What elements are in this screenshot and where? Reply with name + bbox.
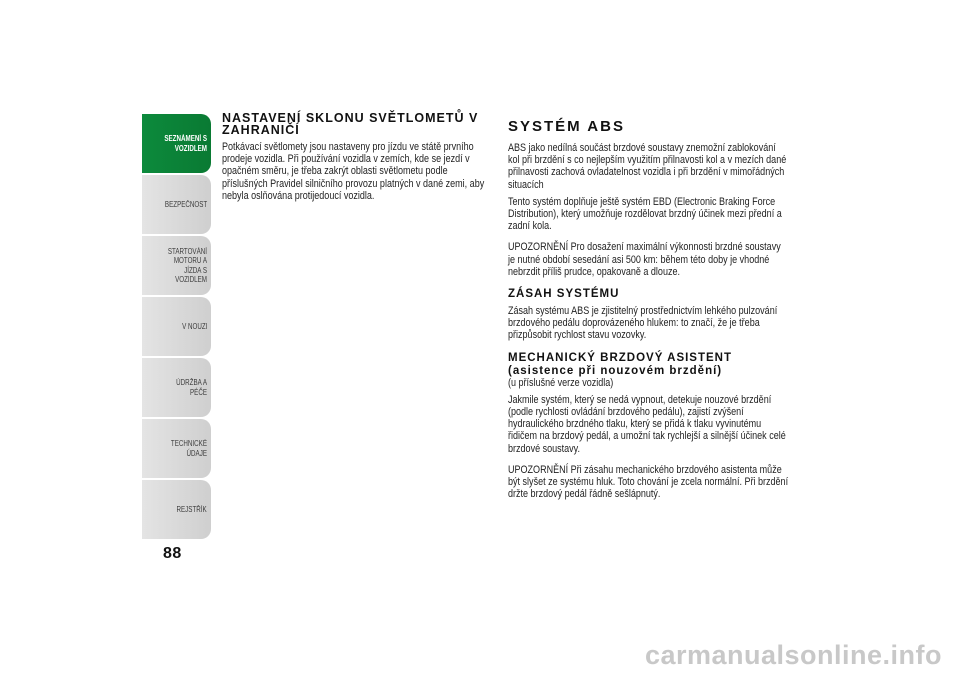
- section-heading-abs: SYSTÉM ABS: [508, 118, 625, 135]
- tab-label: BEZPEČNOST: [164, 199, 207, 209]
- tab-bezpecnost[interactable]: [142, 175, 211, 234]
- subheading-brake-assist-paren: (asistence při nouzovém brzdění): [508, 364, 723, 377]
- tab-label: V NOUZI: [181, 321, 207, 331]
- tab-label: TECHNICKÉ ÚDAJE: [170, 439, 207, 458]
- version-note: (u příslušné verze vozidla): [508, 376, 614, 389]
- tab-label: REJSTŘÍK: [176, 504, 207, 514]
- right-column: [508, 112, 788, 500]
- page-number: 88: [163, 545, 182, 562]
- left-column: [222, 112, 492, 202]
- tab-seznameni-s-vozidlem[interactable]: [142, 114, 211, 173]
- tab-technicke-udaje[interactable]: [142, 419, 211, 478]
- subheading-zasah: ZÁSAH SYSTÉMU: [508, 288, 620, 301]
- tab-udrzba-a-pece[interactable]: [142, 358, 211, 417]
- tab-v-nouzi[interactable]: [142, 297, 211, 356]
- tab-rejstrik[interactable]: [142, 480, 211, 539]
- paragraph-brake-assist-warning: UPOZORNĚNÍ Při zásahu mechanického brzdového asistenta může být slyšet ze systému hluk. Toto chování je zcela normální. Při brzdění držte brzdový pedál řádně sešlápnutý.: [508, 463, 789, 501]
- paragraph-abs-2: Tento systém doplňuje ještě systém EBD (Electronic Braking Force Distribution), který umožňuje rozdělovat brzdný účinek mezi přední a zadní kola.: [508, 195, 782, 233]
- paragraph-abs-warning: UPOZORNĚNÍ Pro dosažení maximální výkonnosti brzdné soustavy je nutné období sesedání asi 500 km: během této doby je vhodné nebrzdit příliš prudce, opakovaně a dlouze.: [508, 241, 781, 278]
- subheading-brake-assist: MECHANICKÝ BRZDOVÝ ASISTENT: [508, 351, 732, 364]
- paragraph-abs-1: ABS jako nedílná součást brzdové soustavy znemožní zablokování kol při brzdění s co nejlepším využitím přilnavosti kol a v mezích dané přilnavosti zachová ovladatelnost vozidla i při brzdění v mimořádných situacích: [508, 142, 787, 191]
- section-heading-headlight: NASTAVENÍ SKLONU SVĚTLOMETŮ V ZAHRANIČÍ: [222, 111, 479, 137]
- chapter-tabs: [142, 114, 211, 541]
- watermark: carmanualsonline.info: [644, 640, 942, 670]
- tab-startovani[interactable]: [142, 236, 211, 295]
- tab-label: STARTOVÁNÍ MOTORU A JÍZDA S VOZIDLEM: [167, 246, 207, 284]
- paragraph-brake-assist-1: Jakmile systém, který se nedá vypnout, detekuje nouzové brzdění (podle rychlosti ovládání brzdového pedálu), zajistí zvýšení hydraulického brzdného tlaku, který se přidá k tlaku vyvinutému řidičem na brzdový pedál, a umožní tak rychlejší a silnější účinek celé brzdové soustavy.: [508, 393, 786, 455]
- tab-label: ÚDRŽBA A PÉČE: [176, 378, 207, 397]
- tab-label: SEZNÁMENÍ S VOZIDLEM: [164, 134, 207, 153]
- paragraph-zasah: Zásah systému ABS je zjistitelný prostřednictvím lehkého pulzování brzdového pedálu doprovázeného hlukem: to značí, že je třeba přizpůsobit rychlost stavu vozovky.: [508, 305, 778, 342]
- paragraph-headlight: Potkávací světlomety jsou nastaveny pro jízdu ve státě prvního prodeje vozidla. Při používání vozidla v zemích, kde se jezdí v opačném směru, je třeba zakrýt oblasti světlometu podle příslušných Pravidel silničního provozu platných v dané zemi, aby nebyla oslňována protijedoucí vozidla.: [222, 141, 485, 202]
